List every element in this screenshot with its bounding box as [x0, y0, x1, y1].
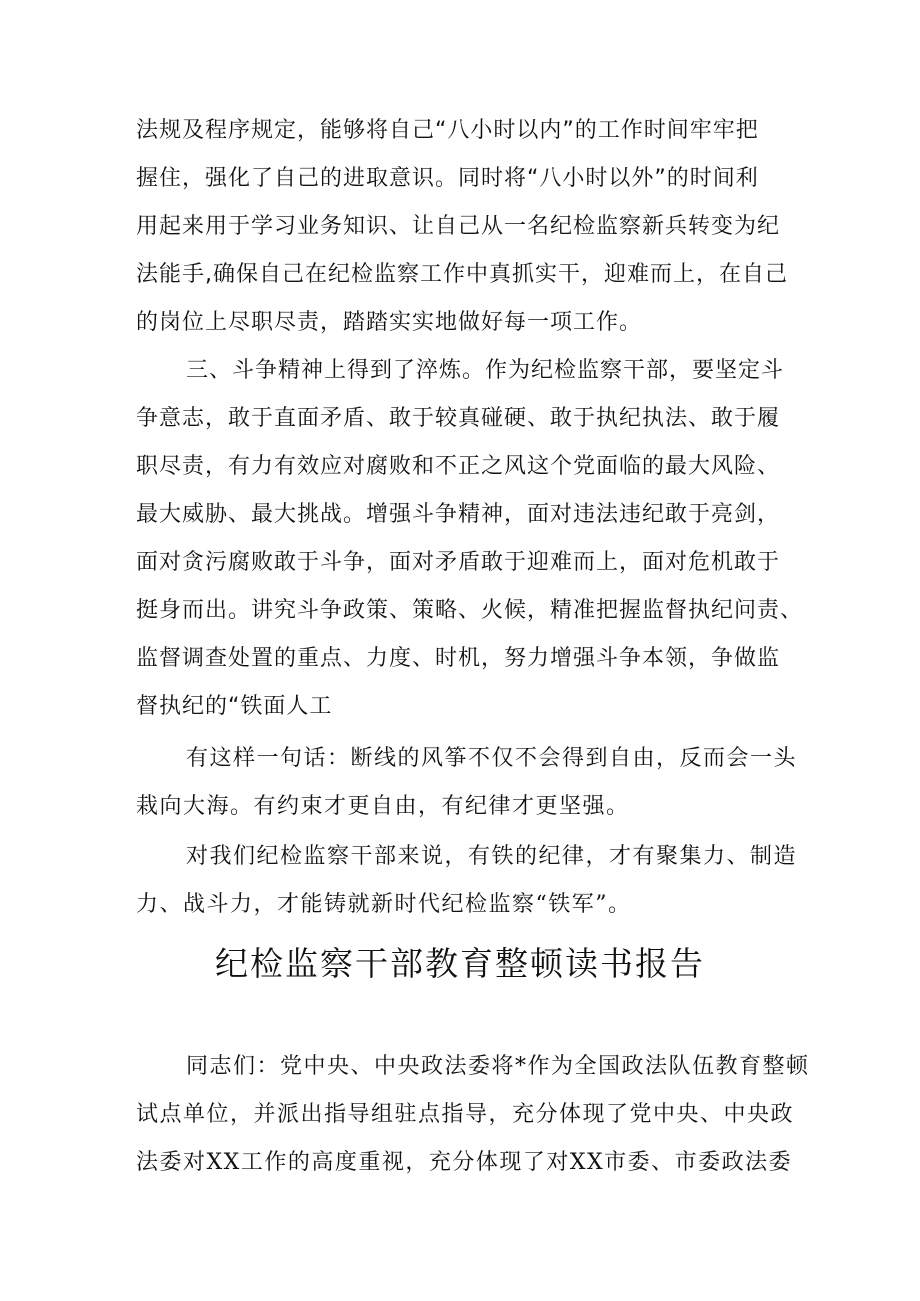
text-line: 的岗位上尽职尽责，踏踏实实地做好每一项工作。: [136, 310, 643, 335]
text-line: 力、战斗力，才能铸就新时代纪检监察“铁军”。: [136, 892, 632, 917]
text-line: 用起来用于学习业务知识、让自己从一名纪检监察新兵转变为纪: [136, 214, 781, 239]
text-line: 法委对XX工作的高度重视，充分体现了对XX市委、市委政法委: [136, 1150, 793, 1175]
text-line: 督执纪的“铁面人工: [136, 694, 333, 719]
text-line: 监督调查处置的重点、力度、时机，努力增强斗争本领，争做监: [136, 646, 781, 671]
text-line: 面对贪污腐败敢于斗争，面对矛盾敢于迎难而上，面对危机敢于: [136, 550, 781, 575]
text-line: 挺身而出。讲究斗争政策、策略、火候，精准把握监督执纪问责、: [136, 598, 804, 623]
text-line: 法规及程序规定，能够将自己“八小时以内”的工作时间牢牢把: [136, 118, 759, 143]
text-line: 法能手,确保自己在纪检监察工作中真抓实干，迎难而上，在自己: [136, 262, 788, 287]
text-line: 最大威胁、最大挑战。增强斗争精神，面对违法违纪敢于亮剑，: [136, 502, 781, 527]
report-title: 纪检监察干部教育整顿读书报告: [215, 944, 705, 983]
text-line: 争意志，敢于直面矛盾、敢于较真碰硬、敢于执纪执法、敢于履: [136, 406, 781, 431]
text-line: 握住，强化了自己的进取意识。同时将“八小时以外”的时间利: [136, 166, 759, 191]
text-line: 职尽责，有力有效应对腐败和不正之风这个党面临的最大风险、: [136, 454, 781, 479]
text-line: 同志们：党中央、中央政法委将*作为全国政法队伍教育整顿: [186, 1054, 810, 1079]
text-line: 三、斗争精神上得到了淬炼。作为纪检监察干部，要坚定斗: [186, 358, 785, 383]
text-line: 栽向大海。有约束才更自由，有纪律才更坚强。: [136, 794, 630, 819]
text-line: 试点单位，并派出指导组驻点指导，充分体现了党中央、中央政: [136, 1102, 795, 1127]
text-line: 有这样一句话：断线的风筝不仅不会得到自由，反而会一头: [186, 746, 798, 771]
text-line: 对我们纪检监察干部来说，有铁的纪律，才有聚集力、制造: [186, 844, 798, 869]
